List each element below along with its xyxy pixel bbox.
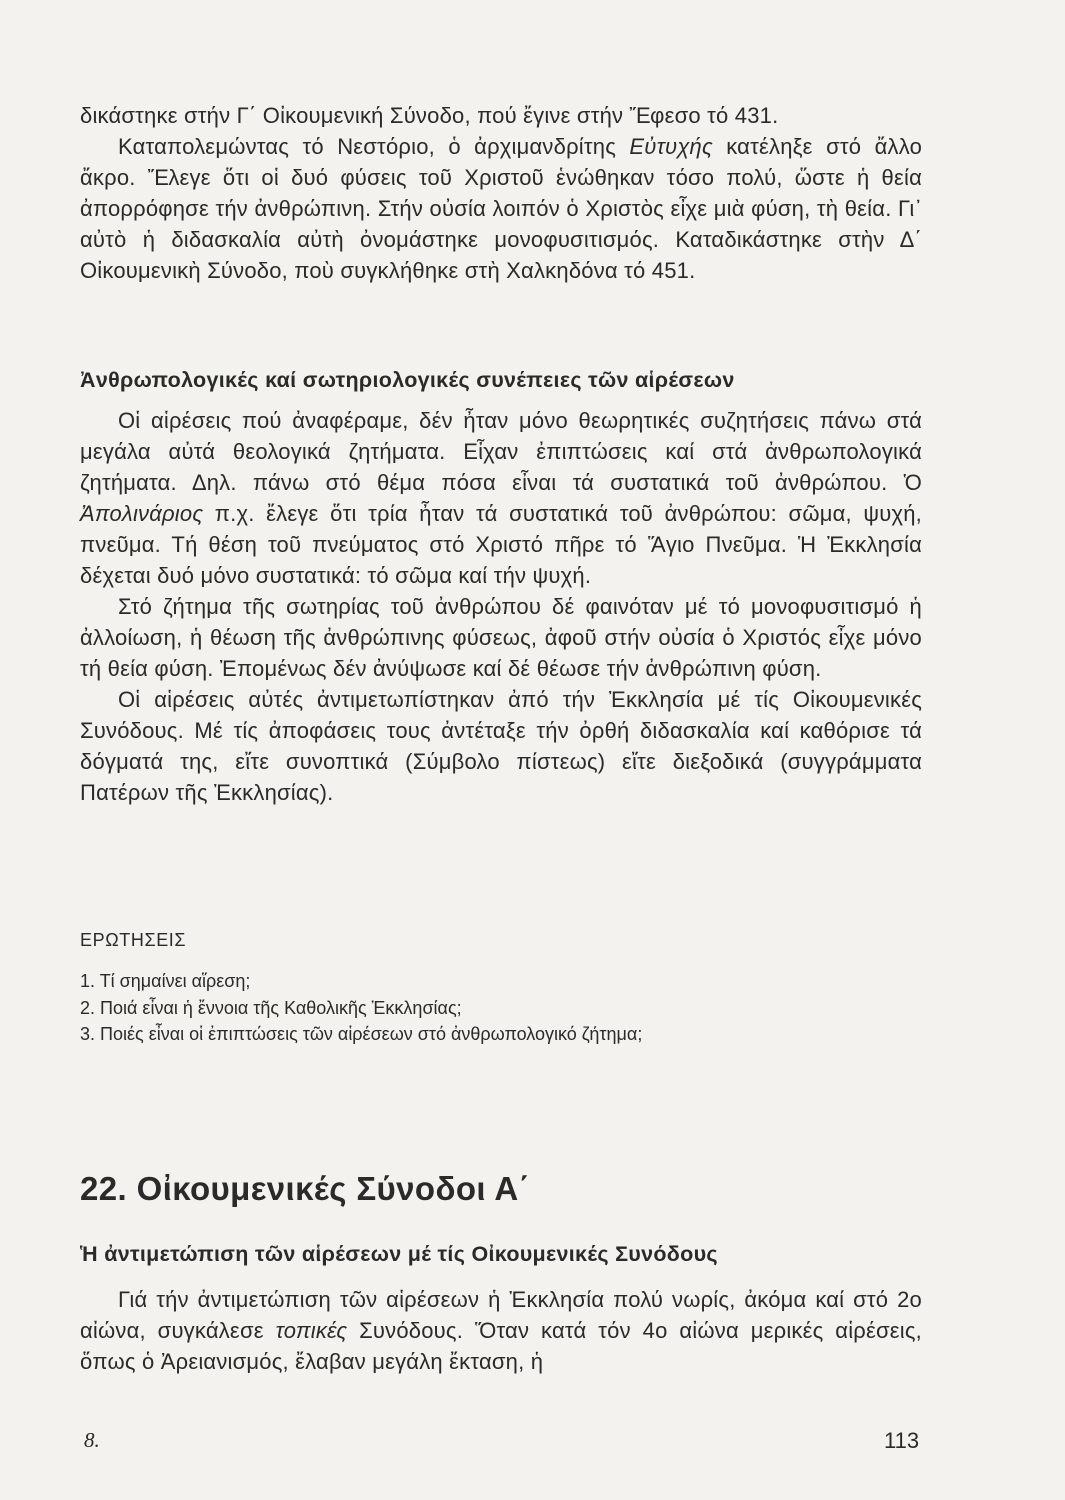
paragraph-text: Καταπολεμώντας τό Νεστόριο, ὁ ἀρχιμανδρίτης [118,134,630,159]
text-block-top [80,100,922,286]
emphasis-eutyches: Εὐτυχής [629,134,713,159]
questions-list [80,968,900,1048]
paragraph-intro-tail: δικάστηκε στήν Γ΄ Οἰκουμενική Σύνοδο, πού ἔγινε στήν Ἔφεσο τό 431. [80,103,779,128]
text-block-bottom [80,1284,922,1377]
paragraph-text: κατέληξε στό ἄλλο ἄκρο. Ἔλεγε ὅτι οἱ δυό φύσεις τοῦ Χριστοῦ ἑνώθηκαν τόσο πολύ, ὥστε ἡ θεία ἀπορρόφησε τήν ἀνθρώπινη. Στήν οὐσία λοιπόν ὁ Χριστὸς εἶχε μιὰ φύση, τὴ θεία. Γι᾽ αὐτὸ ἡ διδασκαλία αὐτὴ ὀνομάστηκε μονοφυσιτισμός. Καταδικάστηκε στὴν Δ΄ Οἰκουμενικὴ Σύνοδο, ποὺ συγκλήθηκε στὴ Χαλκηδόνα τό 451. [80,134,923,283]
footer-signature: 8. [84,1428,100,1452]
paragraph-anthropology [80,405,922,591]
emphasis-local: τοπικές [275,1318,348,1343]
paragraph-final [80,1284,922,1377]
paragraph-text: Συνόδους. Ὅταν κατά τόν 4ο αἰώνα μερικές αἱρέσεις, ὅπως ὁ Ἀρειανισμός, ἔλαβαν μεγάλη ἔκταση, ἡ [80,1318,922,1374]
emphasis-apollinaris: Ἀπολινάριος [80,501,204,526]
paragraph-text: π.χ. ἔλεγε ὅτι τρία ἦταν τά συστατικά τοῦ ἀνθρώπου: σῶμα, ψυχή, πνεῦμα. Τή θέση τοῦ πνεύματος στό Χριστό πῆρε τό Ἅγιο Πνεῦμα. Ἡ Ἐκκλησία δέχεται δυό μόνο συστατικά: τό σῶμα καί τήν ψυχή. [80,501,922,588]
text-block-middle [80,405,922,808]
questions-label: ΕΡΩΤΗΣΕΙΣ [80,930,187,950]
question-item: 2. Ποιά εἶναι ἡ ἔννοια τῆς Καθολικῆς Ἐκκλησίας; [80,997,462,1018]
section-heading-anthropology: Ἀνθρωπολογικές καί σωτηριολογικές συνέπειες τῶν αἱρέσεων [80,368,735,392]
question-item: 1. Τί σημαίνει αἵρεση; [80,971,251,991]
paragraph-soteria: Στό ζήτημα τῆς σωτηρίας τοῦ ἀνθρώπου δέ φαινόταν μέ τό μονοφυσιτισμό ἡ ἀλλοίωση, ἡ θέωση τῆς ἀνθρώπινης φύσεως, ἀφοῦ στήν οὐσία ὁ Χριστός εἶχε μόνο τή θεία φύση. Ἐπομένως δέν ἀνύψωσε καί δέ θέωσε τήν ἀνθρώπινη φύση. [80,594,922,681]
page-number: 113 [884,1428,920,1453]
paragraph-eutyches [80,131,922,286]
question-item: 3. Ποιές εἶναι οἱ ἐπιπτώσεις τῶν αἱρέσεων στό ἀνθρωπολογικό ζήτημα; [80,1024,643,1044]
chapter-title: 22. Οἰκουμενικές Σύνοδοι Α΄ [80,1170,530,1207]
paragraph-synods: Οἱ αἱρέσεις αὐτές ἀντιμετωπίστηκαν ἀπό τήν Ἐκκλησία μέ τίς Οἰκουμενικές Συνόδους. Μέ τίς ἀποφάσεις τους ἀντέταξε τήν ὀρθή διδασκαλία καί καθόρισε τά δόγματά της, εἴτε συνοπτικά (Σύμβολο πίστεως) εἴτε διεξοδικά (συγγράμματα Πατέρων τῆς Ἐκκλησίας). [80,687,922,805]
paragraph-text: Οἱ αἱρέσεις πού ἀναφέραμε, δέν ἦταν μόνο θεωρητικές συζητήσεις πάνω στά μεγάλα αὐτά θεολογικά ζητήματα. Εἶχαν ἐπιπτώσεις καί στά ἀνθρωπολογικά ζητήματα. Δηλ. πάνω στό θέμα πόσα εἶναι τά συστατικά τοῦ ἀνθρώπου. Ὁ [80,408,922,495]
section-heading-synods: Ἡ ἀντιμετώπιση τῶν αἱρέσεων μέ τίς Οἰκουμενικές Συνόδους [80,1242,718,1266]
paragraph-text: Γιά τήν ἀντιμετώπιση τῶν αἱρέσεων ἡ Ἐκκλησία πολύ νωρίς, ἀκόμα καί στό 2ο αἰώνα, συγκάλεσε [80,1287,922,1343]
